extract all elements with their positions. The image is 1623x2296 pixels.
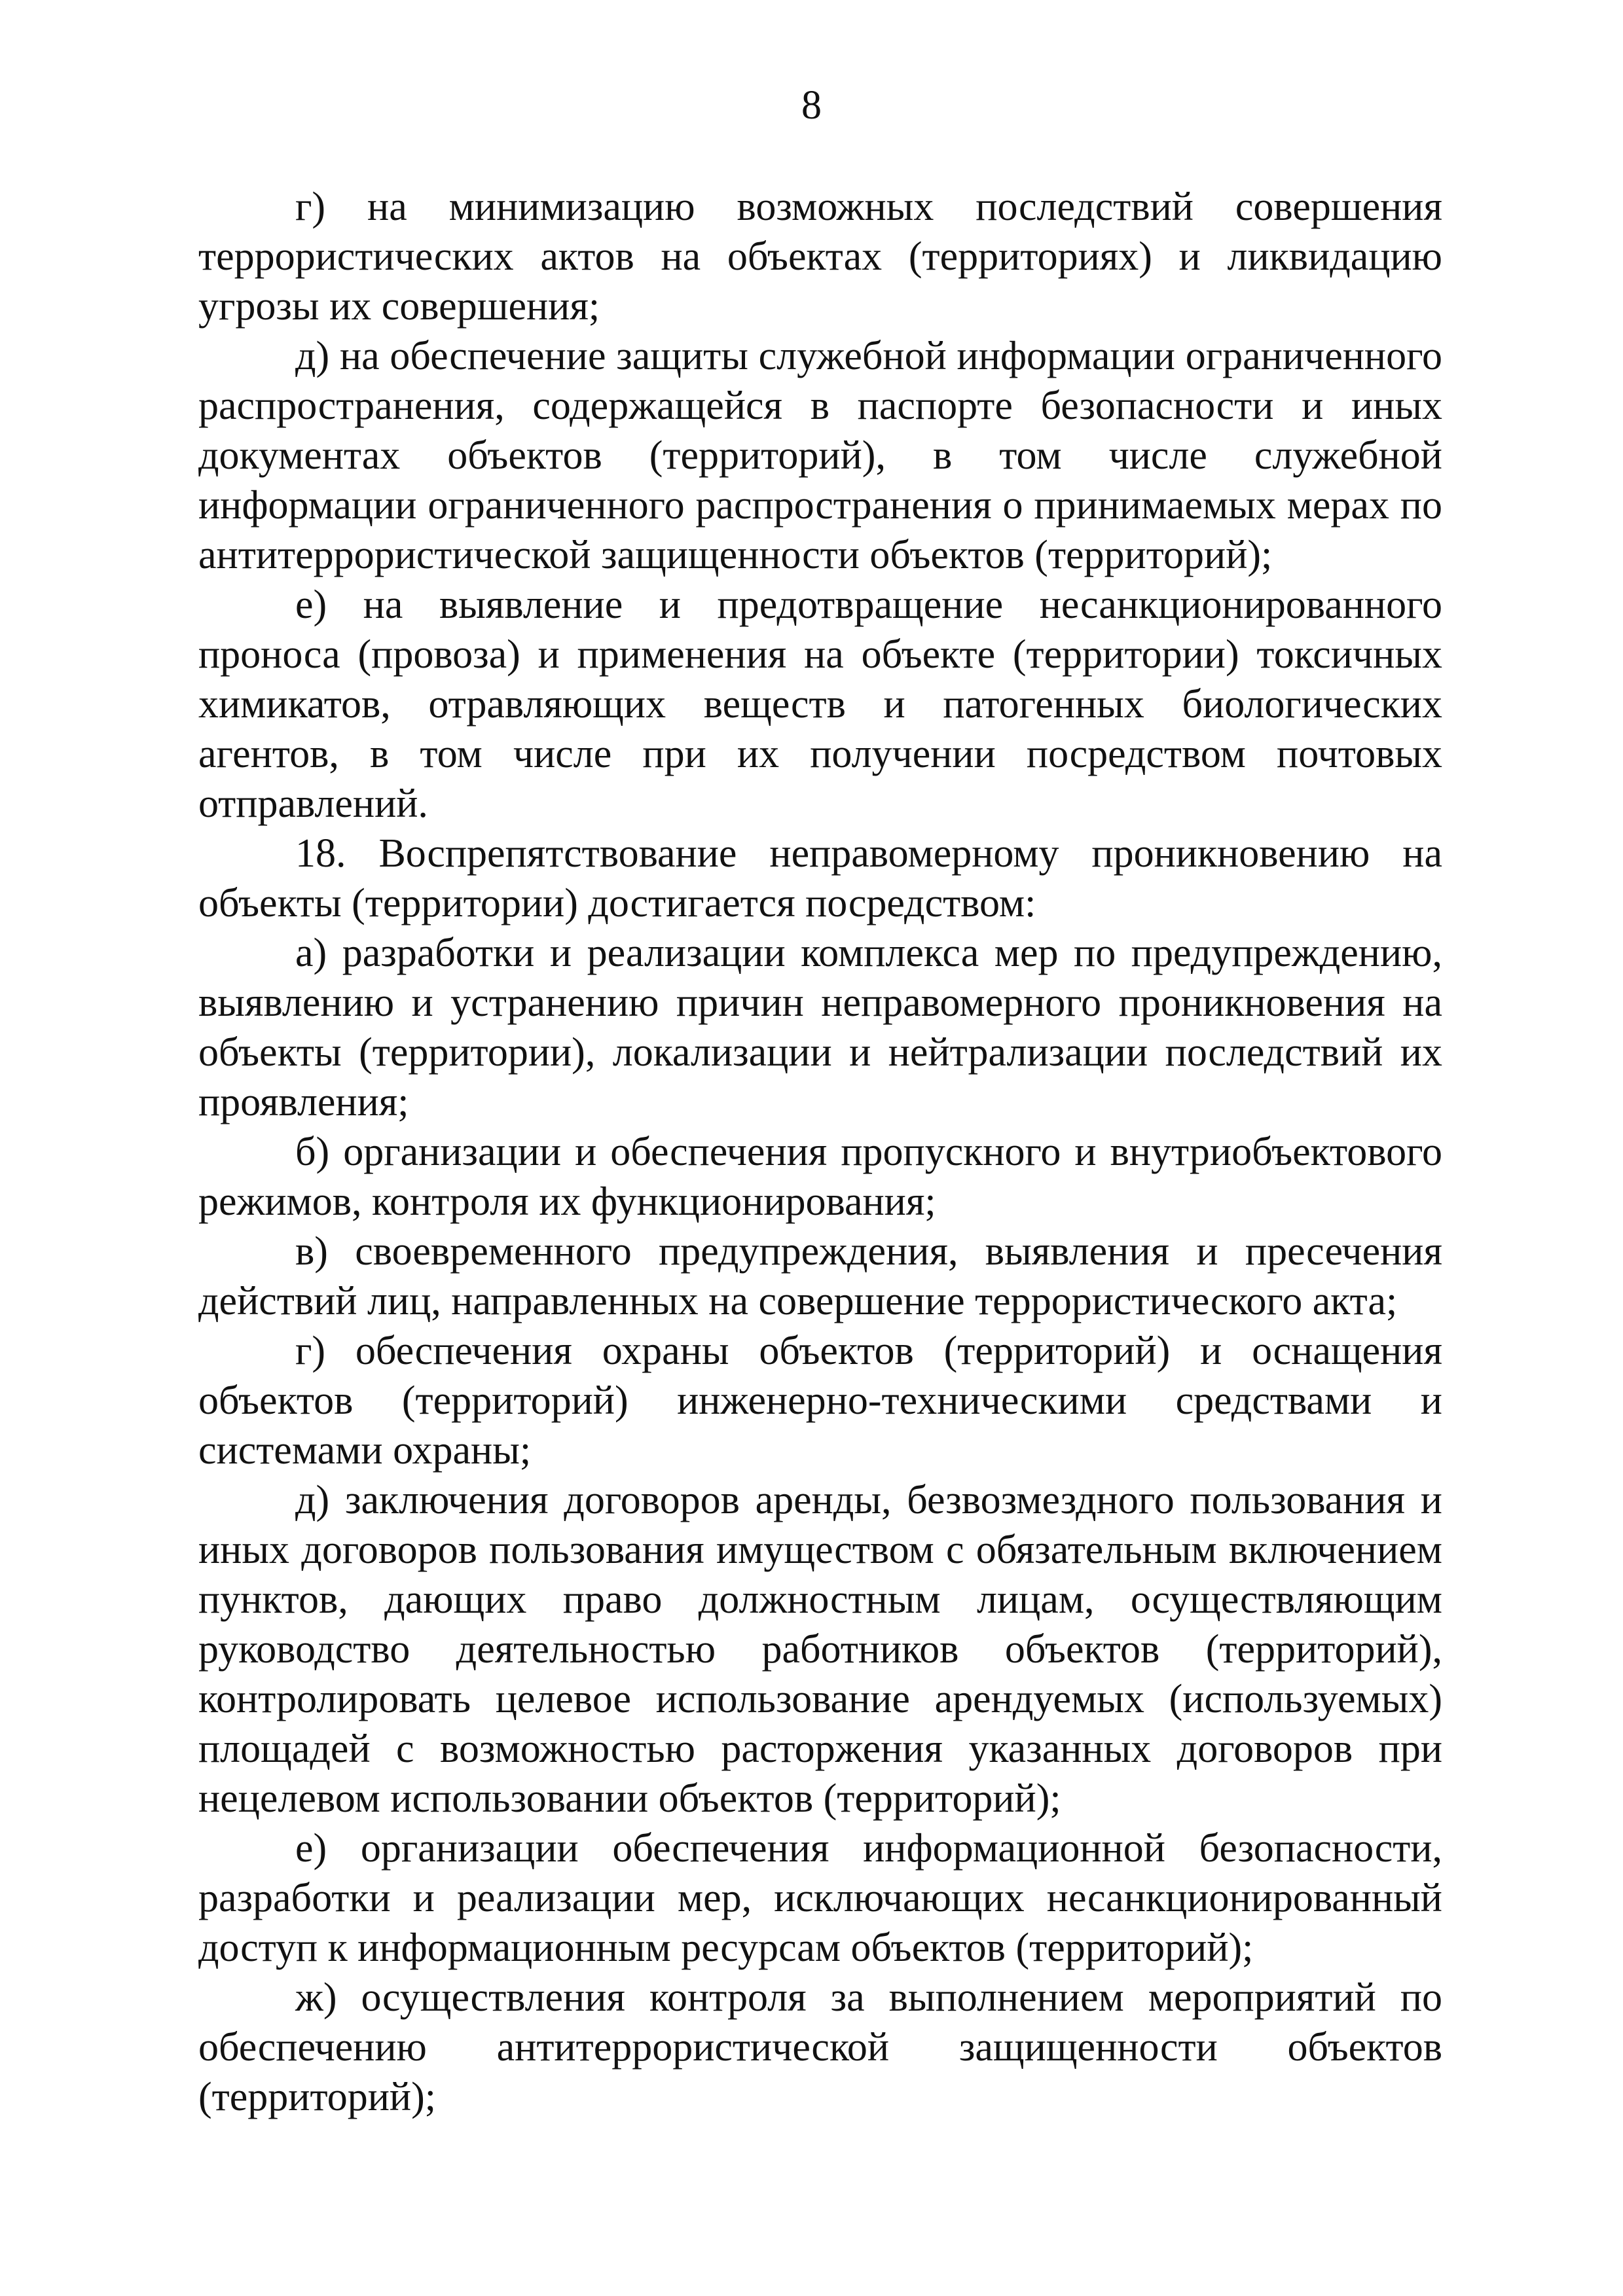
paragraph-17-g: г) на минимизацию возможных последствий совершения террористических актов на объектах (территориях) и ликвидацию угрозы их совершения;	[198, 185, 1442, 329]
paragraph-17-e: е) на выявление и предотвращение несанкционированного проноса (провоза) и применения на объекте (территории) токсичных химикатов, отравляющих веществ и патогенных биологических агентов, в том числе при их получении посредством почтовых отправлений.	[198, 583, 1442, 826]
page-number: 8	[801, 83, 822, 128]
paragraph-17-d: д) на обеспечение защиты служебной информации ограниченного распространения, содержащейся в паспорте безопасности и иных документах объектов (территорий), в том числе служебной информации ограниченного распространения о принимаемых мерах по антитеррористической защищенности объектов (территорий);	[198, 334, 1442, 577]
paragraph-18-b: б) организации и обеспечения пропускного и внутриобъектового режимов, контроля их функционирования;	[198, 1130, 1442, 1224]
document-body	[198, 182, 1442, 2122]
paragraph-18-g: г) обеспечения охраны объектов (территорий) и оснащения объектов (территорий) инженерно-техническими средствами и системами охраны;	[198, 1329, 1442, 1473]
paragraph-18-v: в) своевременного предупреждения, выявления и пресечения действий лиц, направленных на совершение террористического акта;	[198, 1229, 1442, 1323]
paragraph-18: 18. Воспрепятствование неправомерному проникновению на объекты (территории) достигается посредством:	[198, 831, 1442, 925]
paragraph-18-d: д) заключения договоров аренды, безвозмездного пользования и иных договоров пользования имуществом с обязательным включением пунктов, дающих право должностным лицам, осуществляющим руководство деятельностью работников объектов (территорий), контролировать целевое использование арендуемых (используемых) площадей с возможностью расторжения указанных договоров при нецелевом использовании объектов (территорий);	[198, 1478, 1442, 1821]
paragraph-18-zh: ж) осуществления контроля за выполнением мероприятий по обеспечению антитеррористической защищенности объектов (территорий);	[198, 1975, 1442, 2119]
paragraph-18-e: е) организации обеспечения информационной безопасности, разработки и реализации мер, исключающих несанкционированный доступ к информационным ресурсам объектов (территорий);	[198, 1826, 1442, 1970]
paragraph-18-a: а) разработки и реализации комплекса мер по предупреждению, выявлению и устранению причин неправомерного проникновения на объекты (территории), локализации и нейтрализации последствий их проявления;	[198, 931, 1442, 1124]
